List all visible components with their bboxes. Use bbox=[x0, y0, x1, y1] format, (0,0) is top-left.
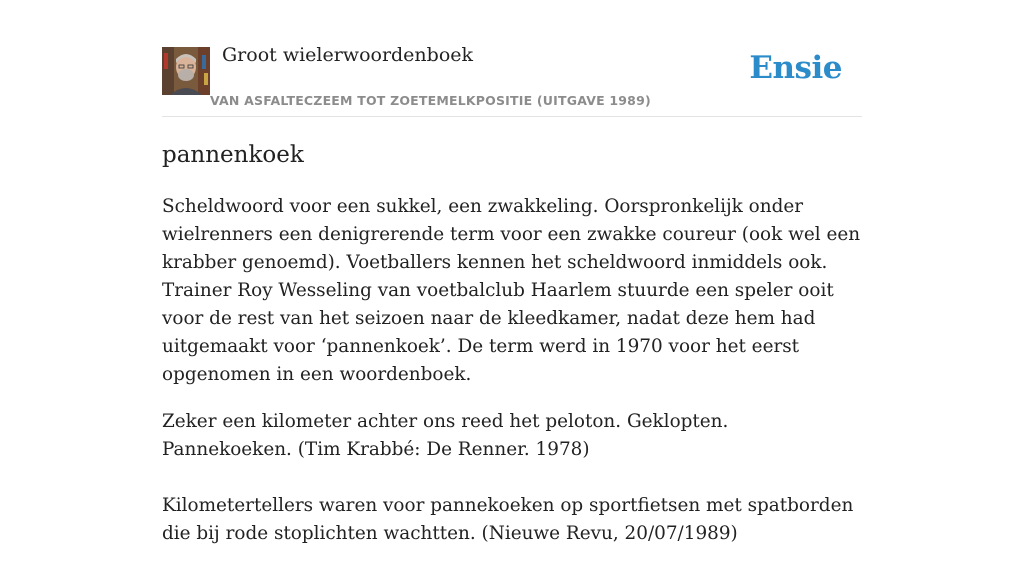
site-title[interactable]: Groot wielerwoordenboek bbox=[222, 44, 474, 66]
author-portrait-icon bbox=[162, 47, 210, 95]
entry-quote-2: Kilometertellers waren voor pannekoeken op sportfietsen met spatborden die bij rode stoplichten wachtten. (Nieuwe Revu, 20/07/1989) bbox=[162, 495, 854, 544]
site-subtitle: VAN ASFALTECZEEM TOT ZOETEMELKPOSITIE (UITGAVE 1989) bbox=[210, 93, 651, 108]
ensie-logo[interactable]: Ensie bbox=[749, 50, 842, 86]
entry-quote-1: Zeker een kilometer achter ons reed het peloton. Geklopten. Pannekoeken. (Tim Krabbé: De Renner. 1978) bbox=[162, 411, 729, 460]
site-header bbox=[162, 0, 862, 117]
entry-definition: Scheldwoord voor een sukkel, een zwakkeling. Oorspronkelijk onder wielrenners een denigrerende term voor een zwakke coureur (ook wel een krabber genoemd). Voetballers kennen het scheldwoord inmiddels ook. Trainer Roy Wesseling van voetbalclub Haarlem stuurde een speler ooit voor de rest van het seizoen naar de kleedkamer, nadat deze hem had uitgemaakt voor ‘pannenkoek’. De term werd in 1970 voor het eerst opgenomen in een woordenboek. bbox=[162, 196, 861, 385]
author-avatar[interactable] bbox=[162, 47, 210, 95]
entry-title: pannenkoek bbox=[162, 142, 304, 168]
article bbox=[162, 139, 862, 576]
